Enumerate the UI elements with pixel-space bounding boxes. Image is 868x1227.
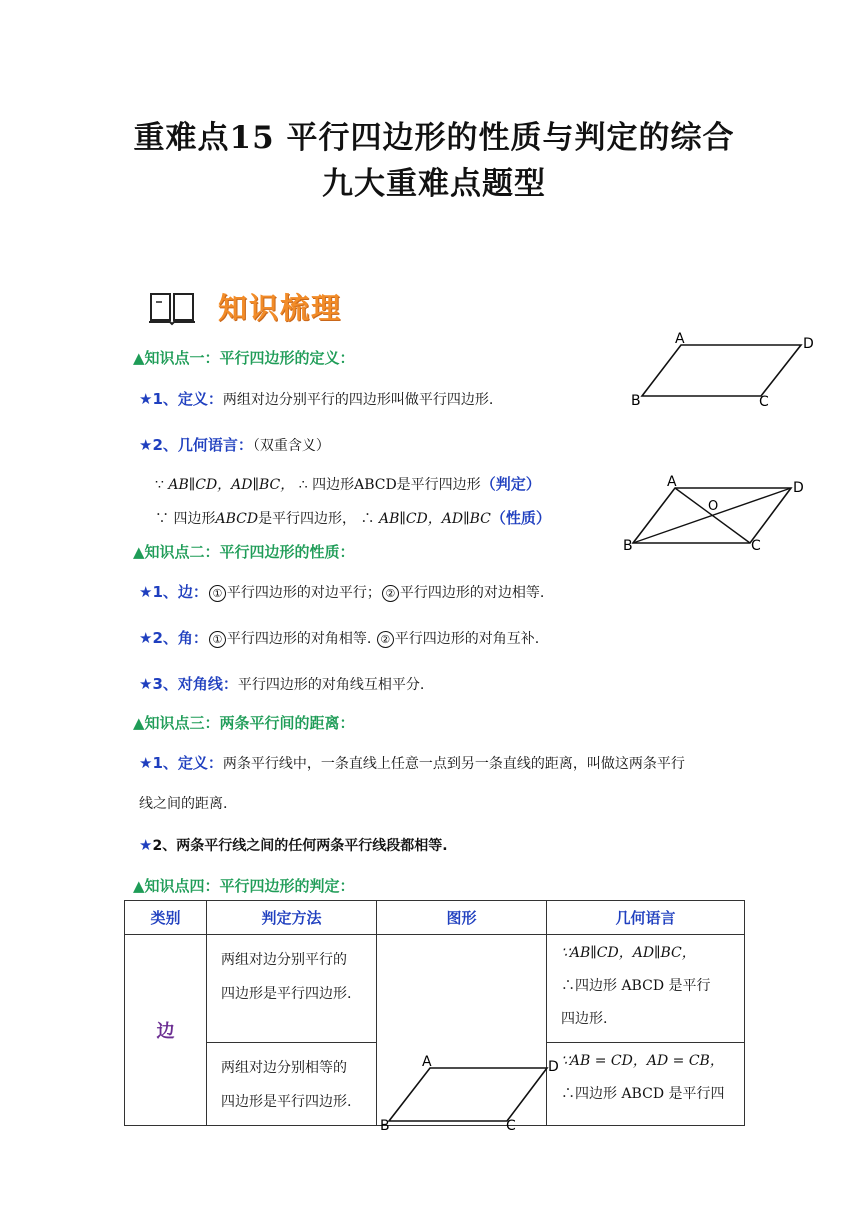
star-icon: ★ xyxy=(139,583,153,601)
parallelogram-figure-3 xyxy=(375,1050,575,1135)
vertex-label-c: C xyxy=(759,394,769,410)
vertex-label-b: B xyxy=(631,393,641,409)
star-icon: ★ xyxy=(139,436,153,454)
vertex-label-c: C xyxy=(751,538,761,554)
vertex-label-a: A xyxy=(422,1054,432,1070)
s3-definition: ★1、定义：两条平行线中，一条直线上任意一点到另一条直线的距离，叫做这两条平行 xyxy=(139,754,685,772)
table-header-language: 几何语言 xyxy=(547,901,745,935)
table-header-figure: 图形 xyxy=(377,901,547,935)
section4-heading: ▲知识点四：平行四边形的判定： xyxy=(133,877,355,895)
s1-geometry-language: ★2、几何语言：（双重含义） xyxy=(139,436,330,454)
table-category-cell: 边 xyxy=(125,935,207,1126)
center-label-o: O xyxy=(708,499,719,514)
page-title-line2: 九大重难点题型 xyxy=(322,166,546,202)
vertex-label-a: A xyxy=(667,474,677,490)
page-title-line1: 重难点15 平行四边形的性质与判定的综合 xyxy=(133,120,735,156)
s1-property-line: ∵ 四边形ABCD是平行四边形， ∴ AB∥CD，AD∥BC（性质） xyxy=(155,509,551,527)
vertex-label-d: D xyxy=(803,336,814,352)
table-method-cell: 两组对边分别平行的 四边形是平行四边形. xyxy=(207,935,377,1043)
section3-heading: ▲知识点三：两条平行间的距离： xyxy=(133,714,355,732)
vertex-label-b: B xyxy=(623,538,633,554)
parallelogram-diagonals-figure xyxy=(617,470,817,555)
s1-definition: ★1、定义：两组对边分别平行的四边形叫做平行四边形. xyxy=(139,390,494,408)
section-banner-title: 知识梳理 xyxy=(218,291,343,325)
s2-sides: ★1、边： ① 平行四边形的对边平行； ② 平行四边形的对边相等. xyxy=(139,583,545,601)
s2-angles: ★2、角： ① 平行四边形的对角相等. ② 平行四边形的对角互补. xyxy=(139,629,540,647)
s3-definition-cont: 线之间的距离. xyxy=(139,796,228,812)
table-method-cell: 两组对边分别相等的 四边形是平行四边形. xyxy=(207,1043,377,1126)
vertex-label-b: B xyxy=(380,1118,390,1134)
s1-judge-line: ∵ AB∥CD，AD∥BC， ∴ 四边形ABCD是平行四边形（判定） xyxy=(155,475,541,493)
star-icon: ★ xyxy=(139,754,153,772)
section2-heading: ▲知识点二：平行四边形的性质： xyxy=(133,543,355,561)
vertex-label-d: D xyxy=(793,480,804,496)
star-icon: ★ xyxy=(139,390,153,408)
table-header-row xyxy=(125,901,745,935)
parallelogram-figure-1 xyxy=(625,328,825,413)
section1-heading: ▲知识点一：平行四边形的定义： xyxy=(133,349,355,367)
star-icon: ★ xyxy=(139,629,153,647)
table-language-cell: ∵AB = CD，AD = CB， ∴四边形 ABCD 是平行四 xyxy=(547,1043,745,1126)
s3-property: ★2、两条平行线之间的任何两条平行线段都相等. xyxy=(139,836,448,854)
star-icon: ★ xyxy=(139,836,153,854)
vertex-label-c: C xyxy=(506,1118,516,1134)
table-header-category: 类别 xyxy=(125,901,207,935)
vertex-label-d: D xyxy=(548,1059,559,1075)
s2-diagonals: ★3、对角线：平行四边形的对角线互相平分. xyxy=(139,675,425,693)
vertex-label-a: A xyxy=(675,331,685,347)
table-language-cell: ∵AB∥CD，AD∥BC， ∴四边形 ABCD 是平行 四边形. xyxy=(547,935,745,1043)
open-book-icon xyxy=(148,288,196,326)
table-row xyxy=(125,935,745,1043)
star-icon: ★ xyxy=(139,675,153,693)
table-header-method: 判定方法 xyxy=(207,901,377,935)
